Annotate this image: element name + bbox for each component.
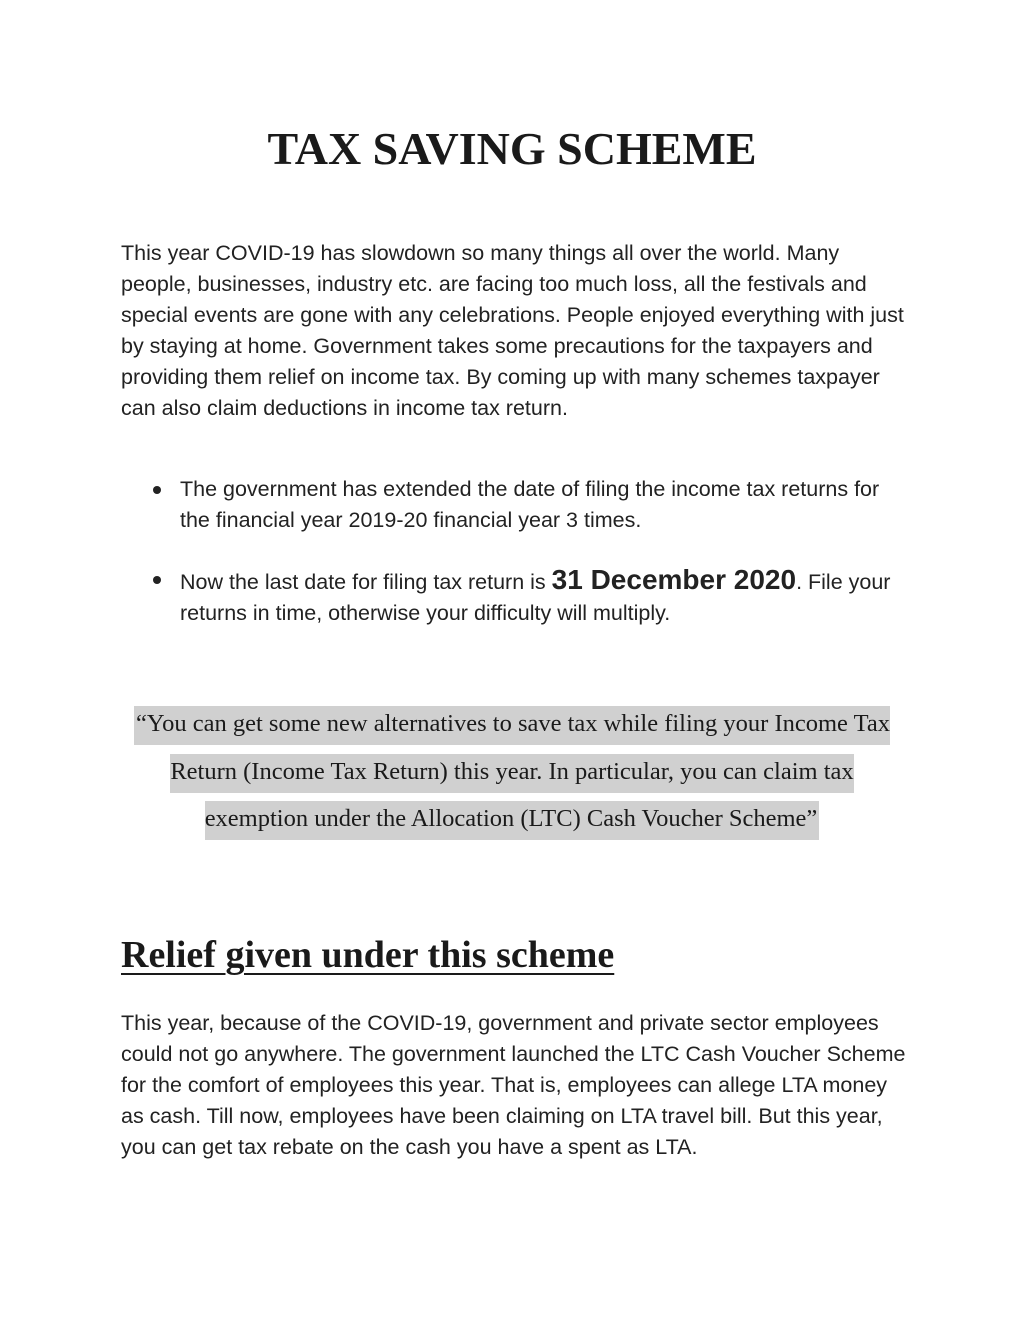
highlighted-quote: [121, 700, 903, 843]
bullet-text-before: Now the last date for filing tax return is: [180, 570, 552, 594]
intro-paragraph: This year COVID-19 has slowdown so many things all over the world. Many people, businesses, industry etc. are facing too much loss, all the festivals and special events are gone with any celebrations. People enjoyed everything with just by staying at home. Government takes some precautions for the taxpayers and providing them relief on income tax. By coming up with many schemes taxpayer can also claim deductions in income tax return.: [121, 241, 904, 420]
bullet-list: [121, 474, 911, 629]
section-paragraph: This year, because of the COVID-19, government and private sector employees could not go anywhere. The government launched the LTC Cash Voucher Scheme for the comfort of employees this year. That is, employees can allege LTA money as cash. Till now, employees have been claiming on LTA travel bill. But this year, you can get tax rebate on the cash you have a spent as LTA.: [121, 1011, 906, 1159]
bullet-text: The government has extended the date of filing the income tax returns for the financial year 2019-20 financial year 3 times.: [180, 477, 880, 532]
quote-text: “You can get some new alternatives to save tax while filing your Income Tax Return (Income Tax Return) this year. In particular, you can claim tax exemption under the Allocation (LTC) Cash Voucher Scheme”: [134, 706, 890, 840]
list-item: [121, 564, 911, 629]
bullet-icon: [153, 486, 161, 494]
page-title: TAX SAVING SCHEME: [267, 123, 757, 174]
deadline-date: 31 December 2020: [551, 564, 797, 595]
bullet-text-after: . File your returns in time, otherwise your difficulty will multiply.: [180, 570, 891, 625]
list-item: [121, 474, 911, 536]
section-heading: Relief given under this scheme: [121, 934, 615, 976]
bullet-icon: [153, 576, 161, 584]
